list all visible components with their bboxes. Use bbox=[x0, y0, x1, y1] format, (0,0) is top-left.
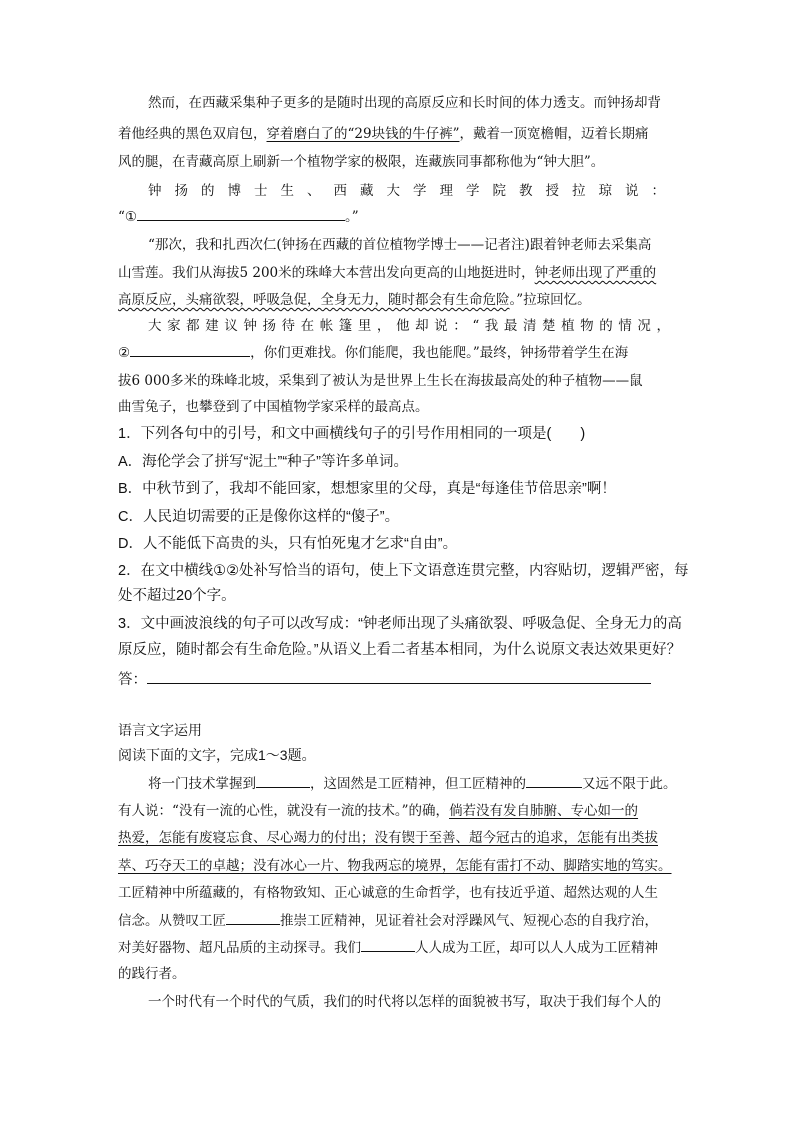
text: 人人成为工匠，却可以人人成为工匠精神 bbox=[415, 940, 658, 956]
answer-label: 答： bbox=[118, 672, 147, 688]
text: 有人说：“没有一流的心性，就没有一流的技术。”的确， bbox=[118, 803, 450, 819]
section-instruction: 阅读下面的文字，完成1～3题。 bbox=[118, 747, 316, 763]
option-d[interactable]: D．人不能低下高贵的头，只有怕死鬼才乞求“自由”。 bbox=[118, 536, 458, 552]
text: ，这固然是工匠精神，但工匠精神的 bbox=[310, 776, 526, 792]
underlined-quote-sentence: 穿着磨白了的“29块钱的牛仔裤” bbox=[266, 126, 460, 142]
text: 。” bbox=[345, 209, 359, 225]
text: 。 bbox=[658, 858, 672, 874]
text: 将一门技术掌握到 bbox=[148, 776, 256, 792]
fill-blank-2[interactable] bbox=[526, 773, 582, 788]
wavy-underlined-sentence: 钟老师出现了严重的 bbox=[534, 265, 657, 281]
fill-blank-3[interactable] bbox=[226, 910, 280, 925]
passage-line bbox=[148, 773, 677, 794]
option-b[interactable]: B．中秋节到了，我却不能回家，想想家里的父母，真是“每逢佳节倍思亲”啊！ bbox=[118, 481, 616, 497]
text: 信念。从赞叹工匠 bbox=[118, 913, 226, 929]
fill-blank-1[interactable] bbox=[256, 773, 310, 788]
passage-line bbox=[118, 342, 674, 363]
passage-line: 一个时代有一个时代的气质，我们的时代将以怎样的面貌被书写，取决于我们每个人的 bbox=[148, 994, 661, 1010]
underlined-sentence: 萃、巧夺天工的卓越；没有冰心一片、物我两忘的境界，怎能有雷打不动、脚踏实地的笃实 bbox=[118, 858, 658, 874]
answer-blank-2[interactable] bbox=[130, 342, 250, 357]
text: 。”拉琼回忆。 bbox=[509, 292, 591, 308]
passage-line bbox=[118, 937, 674, 958]
passage-line bbox=[118, 910, 674, 931]
option-c[interactable]: C．人民迫切需要的正是像你这样的“傻子”。 bbox=[118, 509, 400, 525]
text: 山雪莲。我们从海拔5 200米的珠峰大本营出发向更高的山地挺进时， bbox=[118, 265, 535, 281]
fill-blank-4[interactable] bbox=[361, 937, 415, 952]
text: ，戴着一顶宽檐帽，迈着长期痛 bbox=[459, 126, 649, 142]
answer-input-line[interactable] bbox=[147, 669, 651, 684]
text: “① bbox=[118, 209, 138, 225]
passage-line: 风的腿，在青藏高原上刷新一个植物学家的极限，连藏族同事都称他为“钟大胆”。 bbox=[118, 154, 605, 170]
passage-line bbox=[118, 263, 674, 283]
passage-line bbox=[118, 856, 674, 876]
question-3: 3．文中画波浪线的句子可以改写成：“钟老师出现了头痛欲裂、呼吸急促、全身无力的高 bbox=[118, 616, 682, 632]
text: ② bbox=[118, 345, 131, 361]
passage-line bbox=[118, 290, 674, 310]
text: ，你们更难找。你们能爬，我也能爬。”最终，钟扬带着学生在海 bbox=[250, 345, 629, 361]
option-a[interactable]: A．海伦学会了拼写“泥土”“种子”等许多单词。 bbox=[118, 454, 408, 470]
answer-blank-1[interactable] bbox=[137, 206, 345, 221]
passage-line: 大家都建议钟扬待在帐篷里，他却说：“我最清楚植物的情况， bbox=[148, 318, 674, 334]
section-title: 语言文字运用 bbox=[118, 722, 202, 738]
passage-line: 曲雪兔子，也攀登到了中国植物学家采样的最高点。 bbox=[118, 399, 429, 415]
answer-line bbox=[118, 669, 674, 690]
text: 又远不限于此。 bbox=[582, 776, 677, 792]
question-3-cont: 原反应，随时都会有生命危险。”从语义上看二者基本相同，为什么说原文表达效果更好？ bbox=[118, 642, 682, 658]
passage-line bbox=[118, 801, 674, 821]
underlined-sentence: 倘若没有发自肺腑、专心如一的 bbox=[449, 803, 639, 819]
question-2: 2．在文中横线①②处补写恰当的语句，使上下文语意连贯完整，内容贴切，逻辑严密，每 bbox=[118, 563, 689, 579]
passage-line: “那次，我和扎西次仁(钟扬在西藏的首位植物学博士——记者注)跟着钟老师去采集高 bbox=[148, 237, 652, 253]
text: 着他经典的黑色双肩包， bbox=[118, 126, 267, 142]
passage-line bbox=[118, 206, 674, 227]
text: 对美好器物、超凡品质的主动探寻。我们 bbox=[118, 940, 361, 956]
passage-line: 工匠精神中所蕴藏的，有格物致知、正心诚意的生命哲学，也有技近乎道、超然达观的人生 bbox=[118, 885, 658, 901]
underlined-sentence: 热爱，怎能有废寝忘食、尽心竭力的付出；没有锲于至善、超今冠古的追求，怎能有出类拔 bbox=[118, 830, 658, 846]
passage-line: 拔6 000多米的珠峰北坡，采集到了被认为是世界上生长在海拔最高处的种子植物——鼠 bbox=[118, 373, 643, 389]
wavy-underlined-sentence: 高原反应，头痛欲裂，呼吸急促，全身无力，随时都会有生命危险 bbox=[118, 292, 510, 308]
question-2-cont: 处不超过20个字。 bbox=[118, 588, 236, 604]
text: 推崇工匠精神，见证着社会对浮躁风气、短视心态的自我疗治， bbox=[280, 913, 658, 929]
passage-line: 然而，在西藏采集种子更多的是随时出现的高原反应和长时间的体力透支。而钟扬却背 bbox=[148, 95, 661, 111]
question-1: 1．下列各句中的引号，和文中画横线句子的引号作用相同的一项是( ) bbox=[118, 426, 586, 442]
passage-line: 的践行者。 bbox=[118, 966, 186, 982]
passage-line bbox=[118, 124, 674, 144]
passage-line: 钟扬的博士生、西藏大学理学院教授拉琼说： bbox=[148, 183, 674, 199]
